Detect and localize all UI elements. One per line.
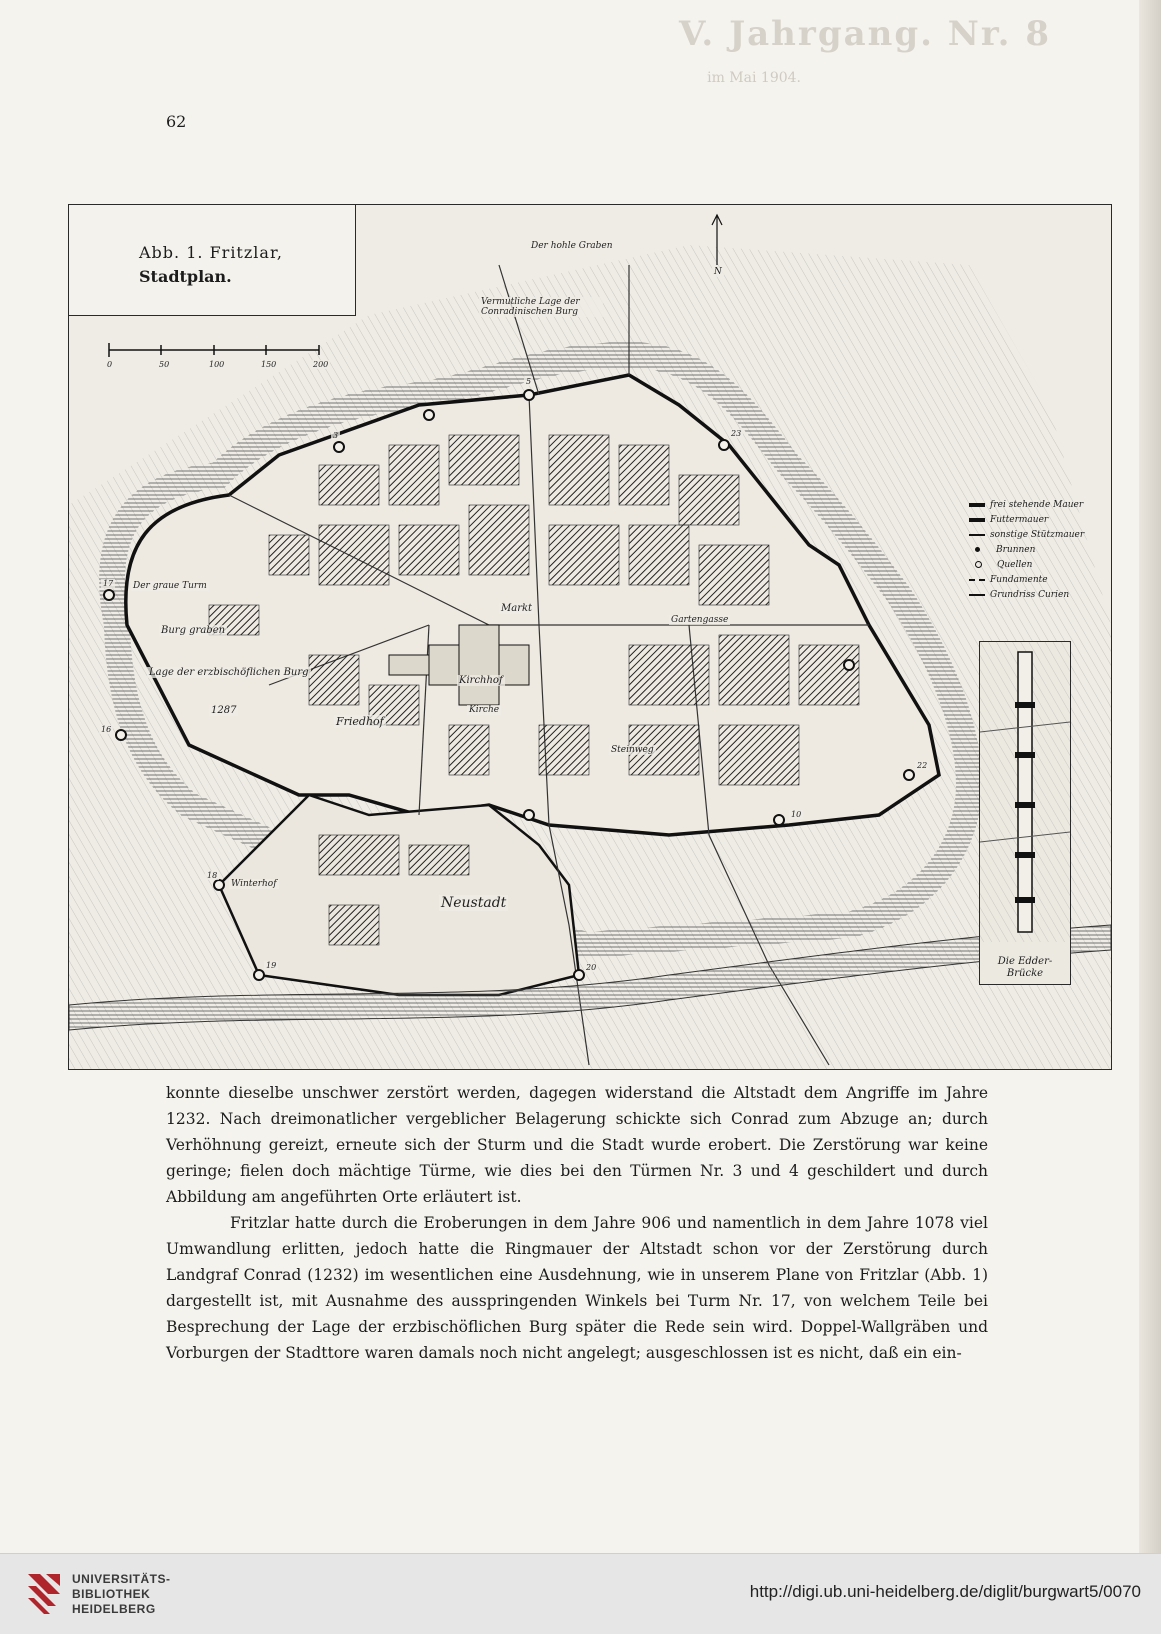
scale-tick: 100 xyxy=(209,360,225,369)
legend-item xyxy=(969,572,1099,587)
city-plan-drawing xyxy=(69,205,1111,1069)
map-label-friedhof: Friedhof xyxy=(336,715,384,728)
legend-item xyxy=(969,527,1099,542)
logo-line: UNIVERSITÄTS- xyxy=(72,1572,171,1586)
tower-number: 22 xyxy=(917,761,928,770)
tower-number: 23 xyxy=(731,429,742,438)
legend-swatch-thin xyxy=(969,534,985,536)
legend-item xyxy=(969,587,1099,602)
legend-swatch-thin xyxy=(969,594,985,596)
map-label-conradin-burg: Vermutliche Lage der Conradinischen Burg xyxy=(479,297,603,317)
map-legend xyxy=(969,497,1099,602)
legend-label: Brunnen xyxy=(996,544,1036,555)
page-edge-shadow xyxy=(1139,0,1161,1553)
tower-number: 18 xyxy=(207,871,218,880)
legend-label: Grundriss Curien xyxy=(990,589,1070,600)
bridge-inset xyxy=(979,641,1071,985)
legend-label: Futtermauer xyxy=(990,514,1049,525)
bleed-through-header: V. Jahrgang. Nr. 8 xyxy=(678,14,1051,54)
legend-item xyxy=(969,557,1099,572)
scale-tick: 150 xyxy=(261,360,277,369)
figure-title: Abb. 1. Fritzlar, xyxy=(139,243,283,262)
tower-number: 19 xyxy=(266,961,277,970)
legend-label: frei stehende Mauer xyxy=(990,499,1084,510)
tower-number: 17 xyxy=(103,579,114,588)
tower-number: 10 xyxy=(791,810,802,819)
figure-title-box xyxy=(69,205,356,316)
legend-item xyxy=(969,542,1099,557)
legend-item xyxy=(969,497,1099,512)
map-label-hohler-graben: Der hohle Graben xyxy=(531,241,613,251)
page-number: 62 xyxy=(166,112,187,131)
footer-bar xyxy=(0,1553,1161,1634)
city-plan-figure xyxy=(68,204,1112,1070)
map-label-markt: Markt xyxy=(501,603,533,614)
body-text xyxy=(166,1080,988,1366)
legend-swatch-solid xyxy=(969,518,985,522)
paragraph: Fritzlar hatte durch die Eroberungen in dem Jahre 906 und namentlich in dem Jahre 1078 viel Umwandlung erlitten, jedoch hatte die Ringmauer der Altstadt schon vor der Zerstörung durch Landgraf Conrad (1232) im wesentlichen eine Ausdehnung, wie in unserem Plane von Fritzlar (Abb. 1) dargestellt ist, mit Ausnahme des ausspringenden Winkels bei Turm Nr. 17, von welchem Teile bei Besprechung der Lage der erzbischöflichen Burg später die Rede sein wird. Doppel-Wallgräben und Vorburgen der Stadttore waren damals noch nicht angelegt; ausgeschlossen ist es nicht, daß ein ein- xyxy=(166,1214,988,1362)
legend-label: sonstige Stützmauer xyxy=(990,529,1085,540)
legend-swatch-ring xyxy=(975,561,982,568)
library-logo-icon xyxy=(26,1572,62,1616)
scale-tick: 50 xyxy=(159,360,170,369)
scale-tick: 200 xyxy=(313,360,329,369)
bridge-drawing xyxy=(980,642,1070,942)
legend-item xyxy=(969,512,1099,527)
figure-subtitle: Stadtplan. xyxy=(139,267,232,286)
map-label-neustadt: Neustadt xyxy=(441,895,507,911)
tower-number: 20 xyxy=(586,963,597,972)
map-label-burg-year: 1287 xyxy=(211,705,237,716)
tower-number: 3 xyxy=(333,431,339,440)
legend-swatch-dot xyxy=(975,547,980,552)
bleed-through-date: im Mai 1904. xyxy=(707,70,801,86)
legend-label: Quellen xyxy=(997,559,1033,570)
legend-swatch-dash xyxy=(969,579,985,581)
map-label-burggraben: Burg graben xyxy=(161,625,226,636)
inset-caption: Die Edder-Brücke xyxy=(997,956,1053,979)
library-logo-text[interactable] xyxy=(72,1572,171,1617)
map-label-gartengasse: Gartengasse xyxy=(671,615,729,625)
paragraph: konnte dieselbe unschwer zerstört werden, dagegen widerstand die Altstadt dem Angriffe im Jahre 1232. Nach dreimonatlicher vergeblicher Belagerung schickte sich Conrad zum Abzuge an; durch Verhöhnung gereizt, erneute sich der Sturm und die Stadt wurde erobert. Die Zerstörung war keine geringe; fielen doch mächtige Türme, wie dies bei den Türmen Nr. 3 und 4 geschildert und durch Abbildung am angeführten Orte erläutert ist. xyxy=(166,1084,988,1206)
map-label-grauer-turm: Der graue Turm xyxy=(133,581,207,591)
tower-number: 5 xyxy=(526,377,532,386)
north-label: N xyxy=(714,267,722,277)
map-label-kirchhof: Kirchhof xyxy=(459,675,503,686)
logo-line: HEIDELBERG xyxy=(72,1602,156,1616)
document-url-link[interactable]: http://digi.ub.uni-heidelberg.de/diglit/burgwart5/0070 xyxy=(749,1582,1141,1601)
tower-number: 16 xyxy=(101,725,112,734)
map-label-steinweg: Steinweg xyxy=(611,745,654,755)
logo-line: BIBLIOTHEK xyxy=(72,1587,151,1601)
map-label-kirche: Kirche xyxy=(469,705,500,715)
scale-tick: 0 xyxy=(107,360,113,369)
legend-label: Fundamente xyxy=(990,574,1048,585)
legend-swatch-solid xyxy=(969,503,985,507)
map-label-winterhof: Winterhof xyxy=(231,879,277,889)
map-label-erzbischoefl-burg: Lage der erzbischöflichen Burg xyxy=(149,667,309,678)
